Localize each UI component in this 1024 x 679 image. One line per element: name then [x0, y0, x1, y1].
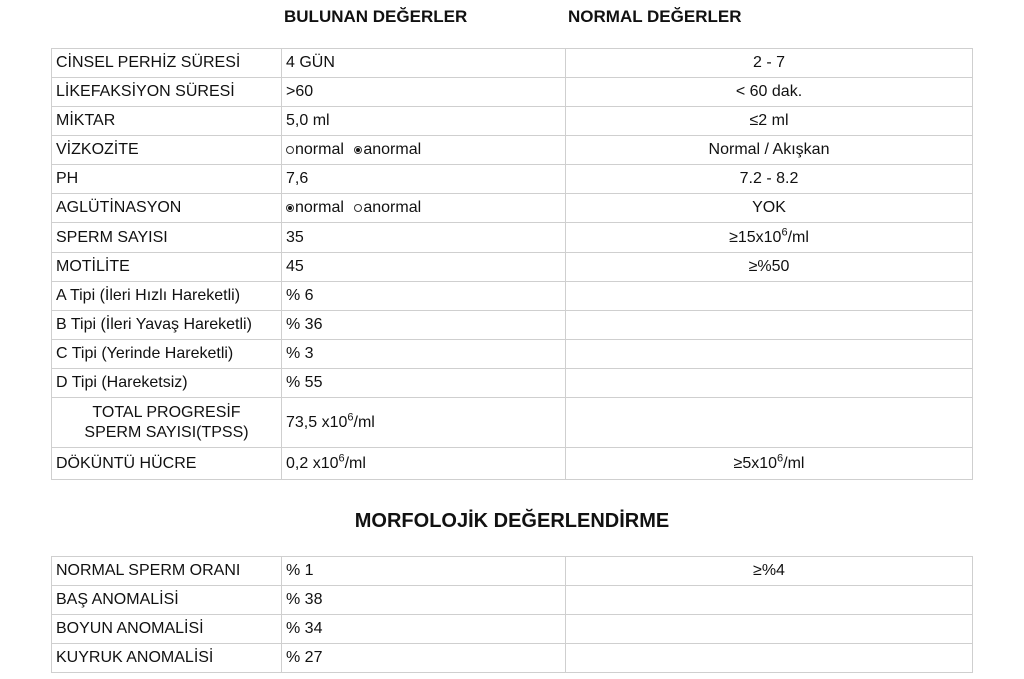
- row-normal: < 60 dak.: [566, 78, 973, 107]
- found-values-header: BULUNAN DEĞERLER: [284, 7, 468, 26]
- radio-label: normal: [295, 199, 344, 216]
- row-value: % 38: [282, 586, 566, 615]
- normal-exponent: 6: [781, 226, 788, 239]
- row-normal: ≥%50: [566, 253, 973, 282]
- normal-suffix: /ml: [787, 228, 809, 246]
- table-row: [52, 253, 973, 282]
- row-label: PH: [52, 165, 282, 194]
- row-label: LİKEFAKSİYON SÜRESİ: [52, 78, 282, 107]
- morphology-title: MORFOLOJİK DEĞERLENDİRME: [354, 510, 670, 532]
- row-label: BOYUN ANOMALİSİ: [52, 615, 282, 644]
- row-value: 5,0 ml: [282, 107, 566, 136]
- value-prefix: 73,5 x10: [286, 413, 348, 431]
- row-label-line2: SPERM SAYISI(TPSS): [84, 423, 249, 441]
- table-row: [52, 448, 973, 480]
- row-label: BAŞ ANOMALİSİ: [52, 586, 282, 615]
- row-normal: [566, 586, 973, 615]
- table-row: [52, 557, 973, 586]
- row-normal: Normal / Akışkan: [566, 136, 973, 165]
- normal-prefix: ≥15x10: [729, 228, 782, 246]
- normal-prefix: ≥5x10: [733, 454, 778, 472]
- row-label: MOTİLİTE: [52, 253, 282, 282]
- row-normal: 7.2 - 8.2: [566, 165, 973, 194]
- row-label: SPERM SAYISI: [52, 223, 282, 253]
- row-label: [52, 398, 282, 448]
- table-row: [52, 165, 973, 194]
- row-normal: [566, 340, 973, 369]
- row-label: AGLÜTİNASYON: [52, 194, 282, 223]
- normal-exponent: 6: [777, 452, 784, 465]
- row-normal: ≤2 ml: [566, 107, 973, 136]
- viscosity-abnormal-radio-selected[interactable]: [354, 146, 362, 154]
- radio-label: anormal: [363, 141, 422, 158]
- row-value: >60: [282, 78, 566, 107]
- viscosity-options: [282, 136, 566, 165]
- row-normal: ≥%4: [566, 557, 973, 586]
- row-value: 35: [282, 223, 566, 253]
- row-normal: [566, 644, 973, 673]
- row-label: MİKTAR: [52, 107, 282, 136]
- table-row: [52, 615, 973, 644]
- table-row: [52, 107, 973, 136]
- row-normal: YOK: [566, 194, 973, 223]
- value-prefix: 0,2 x10: [286, 454, 339, 472]
- table-row: [52, 194, 973, 223]
- row-label: B Tipi (İleri Yavaş Hareketli): [52, 311, 282, 340]
- table-row: [52, 311, 973, 340]
- value-exponent: 6: [347, 411, 354, 424]
- row-value: % 36: [282, 311, 566, 340]
- row-label: CİNSEL PERHİZ SÜRESİ: [52, 49, 282, 78]
- row-label: D Tipi (Hareketsiz): [52, 369, 282, 398]
- morphology-table: [51, 556, 973, 673]
- row-label: KUYRUK ANOMALİSİ: [52, 644, 282, 673]
- results-table: [51, 48, 973, 480]
- row-value: % 6: [282, 282, 566, 311]
- table-row: [52, 78, 973, 107]
- table-row: [52, 223, 973, 253]
- row-value: 4 GÜN: [282, 49, 566, 78]
- row-normal: [566, 369, 973, 398]
- table-row: [52, 369, 973, 398]
- row-value: % 34: [282, 615, 566, 644]
- row-label-line1: TOTAL PROGRESİF: [92, 403, 241, 421]
- radio-label: anormal: [363, 199, 422, 216]
- agglutination-abnormal-radio[interactable]: [354, 204, 362, 212]
- row-label: NORMAL SPERM ORANI: [52, 557, 282, 586]
- normal-values-header: NORMAL DEĞERLER: [568, 7, 742, 26]
- row-value: [282, 398, 566, 448]
- row-normal: 2 - 7: [566, 49, 973, 78]
- row-label: C Tipi (Yerinde Hareketli): [52, 340, 282, 369]
- row-normal: [566, 615, 973, 644]
- row-label: A Tipi (İleri Hızlı Hareketli): [52, 282, 282, 311]
- row-normal: [566, 398, 973, 448]
- row-normal: [566, 282, 973, 311]
- table-row: [52, 644, 973, 673]
- row-value: % 27: [282, 644, 566, 673]
- normal-suffix: /ml: [783, 454, 805, 472]
- radio-label: normal: [295, 141, 344, 158]
- row-normal: [566, 223, 973, 253]
- table-row: [52, 282, 973, 311]
- row-value: % 1: [282, 557, 566, 586]
- table-row: [52, 398, 973, 448]
- table-row: [52, 586, 973, 615]
- row-normal: [566, 448, 973, 480]
- agglutination-options: [282, 194, 566, 223]
- row-value: % 55: [282, 369, 566, 398]
- value-exponent: 6: [338, 452, 345, 465]
- table-row: [52, 340, 973, 369]
- agglutination-normal-radio-selected[interactable]: [286, 204, 294, 212]
- viscosity-normal-radio[interactable]: [286, 146, 294, 154]
- row-label: DÖKÜNTÜ HÜCRE: [52, 448, 282, 480]
- row-value: 7,6: [282, 165, 566, 194]
- value-suffix: /ml: [344, 454, 366, 472]
- row-label: VİZKOZİTE: [52, 136, 282, 165]
- table-row: [52, 49, 973, 78]
- row-normal: [566, 311, 973, 340]
- table-row: [52, 136, 973, 165]
- row-value: [282, 448, 566, 480]
- row-value: 45: [282, 253, 566, 282]
- value-suffix: /ml: [353, 413, 375, 431]
- row-value: % 3: [282, 340, 566, 369]
